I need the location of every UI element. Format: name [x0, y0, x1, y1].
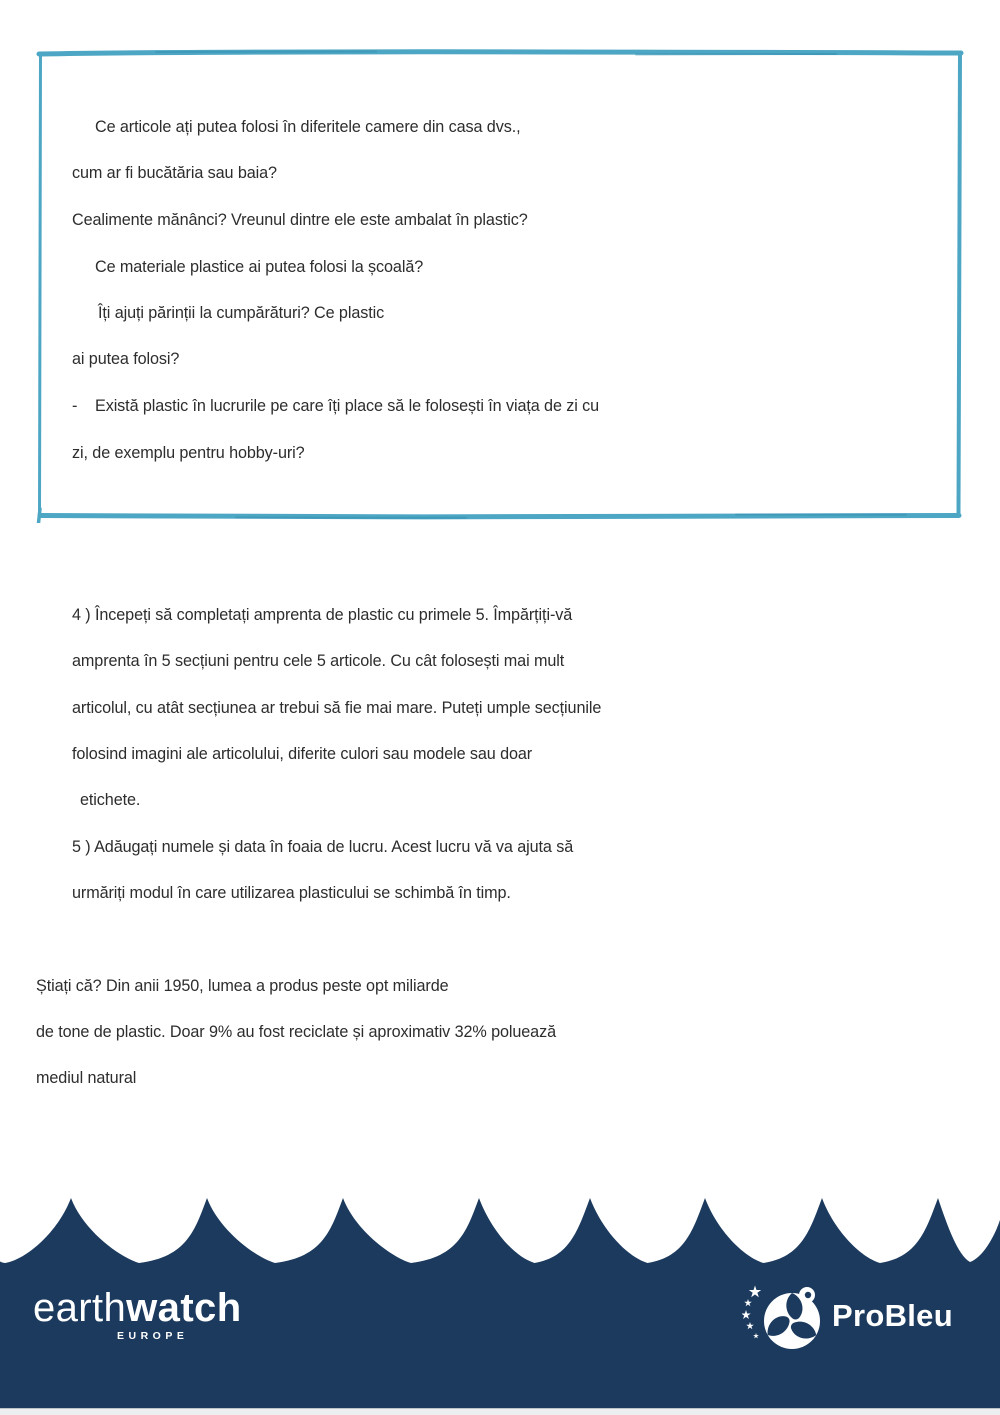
question-line: zi, de exemplu pentru hobby-uri? — [72, 444, 305, 462]
earthwatch-logo — [33, 1286, 242, 1342]
probleu-wordmark: ProBleu — [832, 1298, 953, 1333]
question-line: ai putea folosi? — [72, 350, 180, 368]
star-icon — [742, 1310, 751, 1319]
star-icon — [744, 1299, 752, 1306]
footer-banner — [0, 1198, 1000, 1408]
instruction-line: etichete. — [80, 791, 141, 809]
earthwatch-wordmark — [33, 1286, 242, 1330]
earthwatch-word-watch: watch — [126, 1286, 242, 1330]
instruction-line: 5 ) Adăugați numele și data în foaia de lucru. Acest lucru vă va ajuta să — [72, 838, 574, 856]
question-line: Cealimente mănânci? Vreunul dintre ele este ambalat în plastic? — [72, 211, 528, 229]
probleu-logo-icon — [742, 1284, 828, 1350]
instruction-line: urmăriți modul în care utilizarea plasticului se schimbă în timp. — [72, 884, 511, 902]
instruction-line: articolul, cu atât secțiunea ar trebui să fie mai mare. Puteți umple secțiunile — [72, 699, 602, 717]
fact-line: Știați că? Din anii 1950, lumea a produs peste opt miliarde — [36, 977, 449, 995]
instruction-line: folosind imagini ale articolului, diferite culori sau modele sau doar — [72, 745, 533, 763]
question-line-text: Există plastic în lucrurile pe care îți place să le folosești în viața de zi cu — [95, 397, 600, 415]
bullet-dash: - — [72, 397, 78, 415]
question-line — [72, 396, 599, 417]
earthwatch-word-earth: earth — [33, 1286, 127, 1330]
earthwatch-europe-label: EUROPE — [117, 1330, 189, 1342]
question-line: Ce articole ați putea folosi în diferitele camere din casa dvs., — [95, 118, 521, 136]
star-icon — [749, 1286, 761, 1298]
question-line: cum ar fi bucătăria sau baia? — [72, 164, 277, 182]
question-line: Îți ajuți părinții la cumpărături? Ce plastic — [98, 304, 385, 322]
fact-line: de tone de plastic. Doar 9% au fost reciclate și aproximativ 32% poluează — [36, 1023, 556, 1041]
question-line: Ce materiale plastice ai putea folosi la școală? — [95, 258, 424, 276]
page-bottom-edge — [0, 1408, 1000, 1415]
star-icon — [753, 1333, 759, 1338]
star-icon — [746, 1322, 754, 1329]
instruction-line: amprenta în 5 secțiuni pentru cele 5 articole. Cu cât folosești mai mult — [72, 652, 565, 670]
fact-line: mediul natural — [36, 1069, 137, 1087]
instruction-line: 4 ) Începeți să completați amprenta de plastic cu primele 5. Împărțiți-vă — [72, 606, 573, 624]
